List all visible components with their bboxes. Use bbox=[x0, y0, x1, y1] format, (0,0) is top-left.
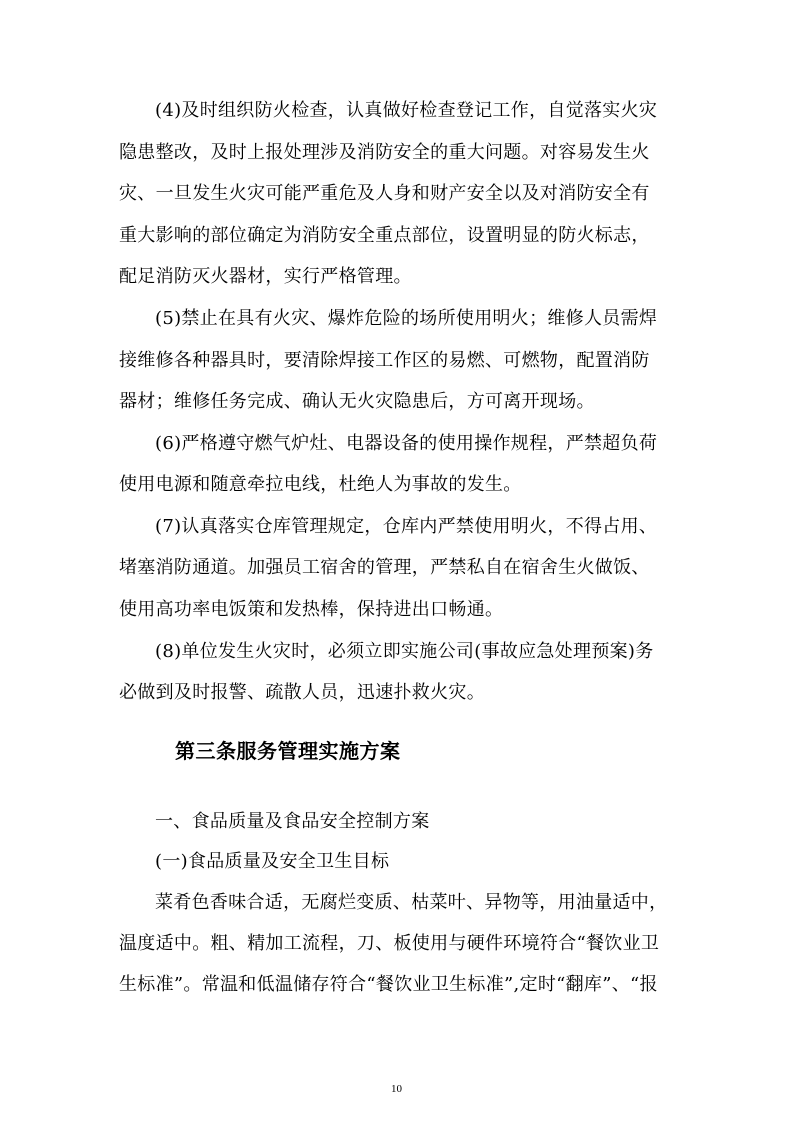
paragraph-4-line-5: 配足消防灭火器材，实行严格管理。 bbox=[119, 266, 412, 287]
subheading-food-quality-plan: 一、食品质量及食品安全控制方案 bbox=[155, 811, 430, 832]
paragraph-6-line-2: 使用电源和随意牵拉电线，杜绝人为事故的发生。 bbox=[119, 474, 522, 495]
paragraph-8-line-1: (8)单位发生火灾时，必须立即实施公司(事故应急处理预案)务 bbox=[155, 641, 654, 662]
paragraph-5-line-1: (5)禁止在具有火灾、爆炸危险的场所使用明火；维修人员需焊 bbox=[155, 308, 658, 329]
paragraph-4-line-3: 灾、一旦发生火灾可能严重危及人身和财产安全以及对消防安全有 bbox=[119, 183, 650, 204]
paragraph-5-line-3: 器材；维修任务完成、确认无火灾隐患后，方可离开现场。 bbox=[119, 391, 595, 412]
paragraph-4-line-4: 重大影响的部位确定为消防安全重点部位，设置明显的防火标志， bbox=[119, 225, 650, 246]
paragraph-4-line-2: 隐患整改，及时上报处理涉及消防安全的重大问题。对容易发生火 bbox=[119, 142, 650, 163]
paragraph-5-line-2: 接维修各种器具时，要清除焊接工作区的易燃、可燃物，配置消防 bbox=[119, 350, 650, 371]
page-number: 10 bbox=[391, 1083, 402, 1095]
paragraph-7-line-2: 堵塞消防通道。加强员工宿舍的管理，严禁私自在宿舍生火做饭、 bbox=[119, 557, 650, 578]
subheading-food-safety-goals: (一)食品质量及安全卫生目标 bbox=[155, 851, 390, 872]
paragraph-8-line-2: 必做到及时报警、疏散人员，迅速扑救火灾。 bbox=[119, 682, 485, 703]
paragraph-food-line-2: 温度适中。粗、精加工流程，刀、板使用与硬件环境符合“餐饮业卫 bbox=[119, 933, 660, 954]
paragraph-food-line-1: 菜肴色香味合适，无腐烂变质、枯菜叶、异物等，用油量适中， bbox=[155, 892, 668, 913]
section-heading: 第三条服务管理实施方案 bbox=[175, 739, 401, 763]
paragraph-4-line-1: (4)及时组织防火检查，认真做好检查登记工作，自觉落实火灾 bbox=[155, 100, 658, 121]
paragraph-7-line-3: 使用高功率电饭策和发热棒，保持进出口畅通。 bbox=[119, 599, 504, 620]
paragraph-food-line-3: 生标准”。常温和低温储存符合“餐饮业卫生标准”,定时“翻库”、“报 bbox=[119, 974, 658, 995]
paragraph-6-line-1: (6)严格遵守燃气炉灶、电器设备的使用操作规程，严禁超负荷 bbox=[155, 433, 658, 454]
paragraph-7-line-1: (7)认真落实仓库管理规定，仓库内严禁使用明火，不得占用、 bbox=[155, 516, 658, 537]
